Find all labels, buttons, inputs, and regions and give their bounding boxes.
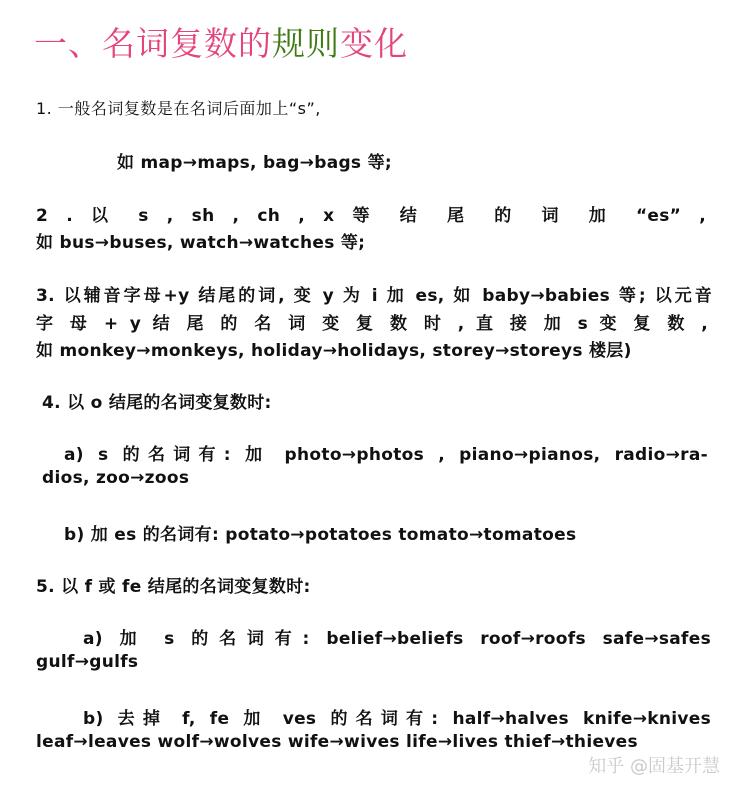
rule-1-examples: 如 map→maps, bag→bags 等; bbox=[117, 153, 392, 173]
rule-3-line-1: 3. 以辅音字母+y 结尾的词, 变 y 为 i 加 es, 如 baby→babies 等; 以元音 bbox=[36, 286, 712, 306]
rule-5a-line-2: gulf→gulfs bbox=[36, 652, 139, 672]
rule-2-line-2: 如 bus→buses, watch→watches 等; bbox=[36, 233, 366, 253]
title-part-2: 规则 bbox=[272, 24, 340, 63]
watermark: 知乎 @固基开慧 bbox=[588, 756, 720, 777]
rule-4a-line-1: a) s 的名词有: 加 photo→photos , piano→pianos, radio→ra- bbox=[64, 445, 708, 465]
rule-1: 1. 一般名词复数是在名词后面加上“s”, bbox=[36, 99, 321, 118]
rule-5a-line-1: a) 加 s 的名词有: belief→beliefs roof→roofs safe→safes bbox=[83, 629, 711, 649]
title-part-3: 变化 bbox=[340, 24, 408, 63]
rule-4: 4. 以 o 结尾的名词变复数时: bbox=[42, 393, 272, 413]
title-part-1: 一、名词复数的 bbox=[34, 24, 272, 63]
rule-3-line-3: 如 monkey→monkeys, holiday→holidays, storey→storeys 楼层) bbox=[36, 341, 632, 361]
rule-2-line-1: 2 . 以 s , sh , ch , x 等 结 尾 的 词 加 “es” , bbox=[36, 206, 706, 226]
rule-4b: b) 加 es 的名词有: potato→potatoes tomato→tomatoes bbox=[64, 525, 577, 545]
page-title bbox=[34, 18, 408, 65]
rule-3-line-2: 字 母 + y 结 尾 的 名 词 变 复 数 时 , 直 接 加 s 变 复 数 , bbox=[36, 314, 708, 334]
rule-5b-line-1: b) 去掉 f, fe 加 ves 的名词有: half→halves knife→knives bbox=[83, 709, 711, 729]
rule-5: 5. 以 f 或 fe 结尾的名词变复数时: bbox=[36, 577, 311, 597]
rule-4a-line-2: dios, zoo→zoos bbox=[42, 468, 190, 488]
rule-5b-line-2: leaf→leaves wolf→wolves wife→wives life→lives thief→thieves bbox=[36, 732, 638, 752]
